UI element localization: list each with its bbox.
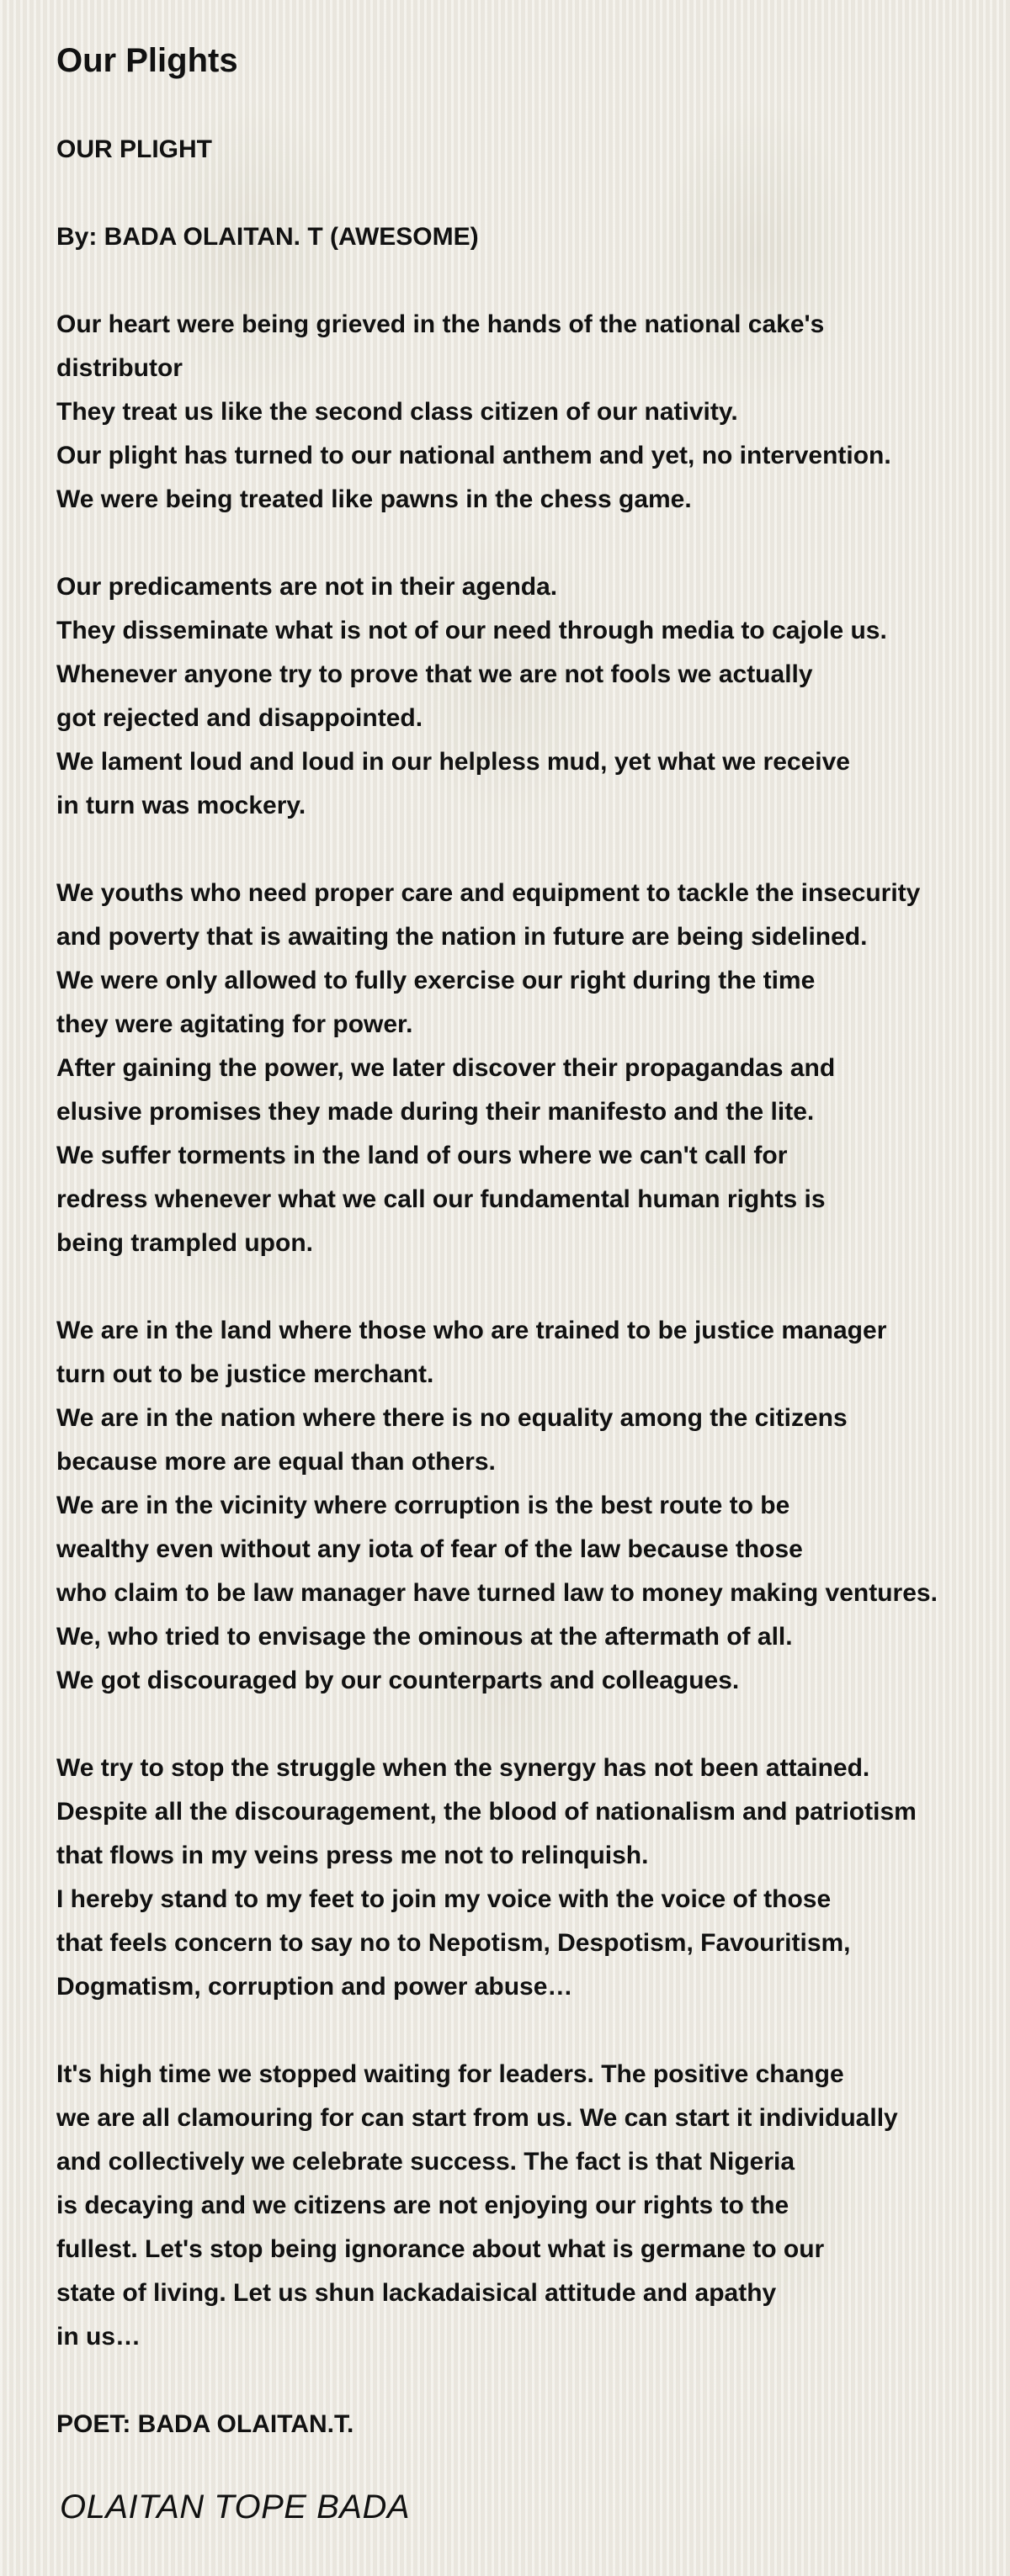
poem-line: We lament loud and loud in our helpless mud, yet what we receive <box>56 748 850 776</box>
poem-line: We try to stop the struggle when the synergy has not been attained. <box>56 1754 870 1782</box>
poem-line: We youths who need proper care and equipment to tackle the insecurity <box>56 879 921 907</box>
poem-line: distributor <box>56 354 183 382</box>
poem-line: in turn was mockery. <box>56 792 306 819</box>
poem-line: Whenever anyone try to prove that we are not fools we actually <box>56 660 813 688</box>
poem-line: wealthy even without any iota of fear of the law because those <box>56 1535 803 1563</box>
poem-line: We got discouraged by our counterparts and colleagues. <box>56 1667 740 1694</box>
poem-line: who claim to be law manager have turned law to money making ventures. <box>56 1579 938 1607</box>
poem-line: We suffer torments in the land of ours where we can't call for <box>56 1142 788 1169</box>
poem-line: We were being treated like pawns in the chess game. <box>56 485 692 513</box>
poem-line <box>56 2359 999 2403</box>
poem-line: turn out to be justice merchant. <box>56 1360 434 1388</box>
poem-line: Our heart were being grieved in the hands of the national cake's <box>56 310 825 338</box>
poem-line <box>56 1265 999 1309</box>
poem-line: got rejected and disappointed. <box>56 704 423 732</box>
poem-line: redress whenever what we call our fundamental human rights is <box>56 1185 826 1213</box>
poem-line: They treat us like the second class citizen of our nativity. <box>56 398 738 426</box>
poem-line: We are in the land where those who are trained to be justice manager <box>56 1317 887 1344</box>
poem-title: Our Plights <box>56 42 238 79</box>
poem-line: is decaying and we citizens are not enjoying our rights to the <box>56 2192 789 2219</box>
poem-line: state of living. Let us shun lackadaisical attitude and apathy <box>56 2279 777 2307</box>
poem-line: fullest. Let's stop being ignorance about what is germane to our <box>56 2235 825 2263</box>
poem-line: We, who tried to envisage the ominous at the aftermath of all. <box>56 1623 793 1651</box>
poem-line: because more are equal than others. <box>56 1448 496 1476</box>
poem-line: we are all clamouring for can start from us. We can start it individually <box>56 2104 898 2132</box>
poem-line: they were agitating for power. <box>56 1010 413 1038</box>
poem-line: that flows in my veins press me not to relinquish. <box>56 1842 649 1869</box>
poem-line <box>56 259 999 303</box>
poem-line: and poverty that is awaiting the nation in future are being sidelined. <box>56 923 868 951</box>
poem-line <box>56 522 999 565</box>
author-signature: OLAITAN TOPE BADA <box>60 2489 411 2526</box>
poem-line: It's high time we stopped waiting for leaders. The positive change <box>56 2060 844 2088</box>
poem-line: being trampled upon. <box>56 1229 313 1257</box>
poem-line <box>56 828 999 872</box>
poem-line: We were only allowed to fully exercise our right during the time <box>56 967 816 994</box>
poem-line: I hereby stand to my feet to join my voice with the voice of those <box>56 1885 832 1913</box>
poem-body <box>56 128 999 2446</box>
poem-line: After gaining the power, we later discover their propagandas and <box>56 1054 836 1082</box>
poem-line: in us… <box>56 2323 141 2351</box>
poem-line: OUR PLIGHT <box>56 135 212 163</box>
poem-line: Our plight has turned to our national anthem and yet, no intervention. <box>56 442 891 469</box>
poem-line <box>56 1703 999 1746</box>
poem-line: They disseminate what is not of our need through media to cajole us. <box>56 617 887 644</box>
poem-line <box>56 2009 999 2053</box>
poem-line: Dogmatism, corruption and power abuse… <box>56 1973 573 2001</box>
poem-line: Despite all the discouragement, the blood of nationalism and patriotism <box>56 1798 917 1826</box>
poem-line: We are in the vicinity where corruption is the best route to be <box>56 1492 790 1519</box>
poem-line: Our predicaments are not in their agenda. <box>56 573 558 601</box>
poem-line: elusive promises they made during their manifesto and the lite. <box>56 1098 815 1126</box>
poem-line: and collectively we celebrate success. The fact is that Nigeria <box>56 2148 795 2176</box>
poem-line: that feels concern to say no to Nepotism, Despotism, Favouritism, <box>56 1929 851 1957</box>
poem-line: We are in the nation where there is no equality among the citizens <box>56 1404 848 1432</box>
poem-line: POET: BADA OLAITAN.T. <box>56 2410 354 2438</box>
poem-line: By: BADA OLAITAN. T (AWESOME) <box>56 223 479 251</box>
poem-line <box>56 172 999 215</box>
